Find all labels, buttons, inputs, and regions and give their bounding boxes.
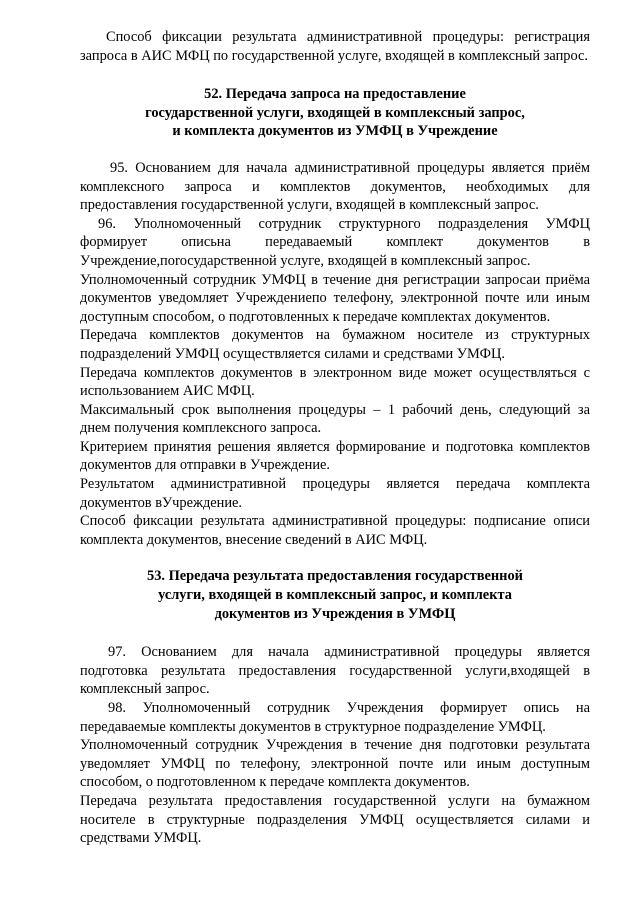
section-53-title-line-3: документов из Учреждения в УМФЦ (214, 605, 456, 622)
section-53-title (80, 567, 590, 623)
paragraph-result-transfer: Передача результата предоставления государственной услуги на бумажном носителе в структурные подразделения УМФЦ осуществляется силами и средствами УМФЦ. (80, 792, 590, 847)
paragraph-decision-criterion: Критерием принятия решения является формирование и подготовка комплектов документов для отправки в Учреждение. (80, 438, 590, 474)
paragraph-notify-institution: Уполномоченный сотрудник УМФЦ в течение дня регистрации запросаи приёма документов уведомляет Учреждениепо телефону, электронной почте или иным доступным способом, о подготовленных к передаче комплектах документов. (80, 271, 590, 325)
paragraph-notify-umfc: Уполномоченный сотрудник Учреждения в течение дня подготовки результата уведомляет УМФЦ по телефону, электронной почте или иным доступным способом, о подготовленном к передаче комплекта документов. (80, 737, 590, 791)
section-52-body (80, 159, 590, 549)
paragraph-max-duration: Максимальный срок выполнения процедуры – 1 рабочий день, следующий за днем получения комплексного запроса. (80, 401, 590, 437)
section-52-title-line-3: и комплекта документов из УМФЦ в Учреждение (172, 123, 498, 140)
section-53-title-line-2: услуги, входящей в комплексный запрос, и комплекта (158, 587, 512, 604)
paragraph-paper-transfer: Передача комплектов документов на бумажном носителе из структурных подразделений УМФЦ осуществляется силами и средствами УМФЦ. (80, 327, 590, 362)
section-53-title-line-1: 53. Передача результата предоставления государственной (147, 568, 523, 585)
paragraph-97: 97. Основанием для начала административной процедуры является подготовка результата предоставления государственной услуги,входящей в комплексный запрос. (80, 644, 590, 698)
paragraph-fixation-method: Способ фиксации результата административной процедуры: подписание описи комплекта документов, внесение сведений в АИС МФЦ. (80, 513, 590, 548)
paragraph-electronic-transfer: Передача комплектов документов в электронном виде может осуществляться с использованием АИС МФЦ. (80, 364, 590, 400)
section-53-body (80, 643, 590, 848)
paragraph-98: 98. Уполномоченный сотрудник Учреждения формирует опись на передаваемые комплекты документов в структурное подразделение УМФЦ. (80, 700, 590, 735)
paragraph-result: Результатом административной процедуры является передача комплекта документов вУчреждение. (80, 476, 590, 511)
section-52-title-line-2: государственной услуги, входящей в комплексный запрос, (145, 104, 525, 121)
section-52-title (80, 85, 590, 141)
paragraph-intro: Способ фиксации результата административной процедуры: регистрация запроса в АИС МФЦ по государственной услуге, входящей в комплексный запрос. (80, 29, 590, 64)
paragraph-95: 95. Основанием для начала административной процедуры является приём комплексного запроса и комплектов документов, необходимых для предоставления государственной услуги, входящей в комплексный запрос. (80, 159, 590, 214)
paragraph-96: 96. Уполномоченный сотрудник структурного подразделения УМФЦ формирует описьна передаваемый комплект документов в Учреждение,поrосударственной услуге, входящей в комплексный запрос. (80, 215, 590, 269)
section-52-title-line-1: 52. Передача запроса на предоставление (204, 86, 466, 103)
